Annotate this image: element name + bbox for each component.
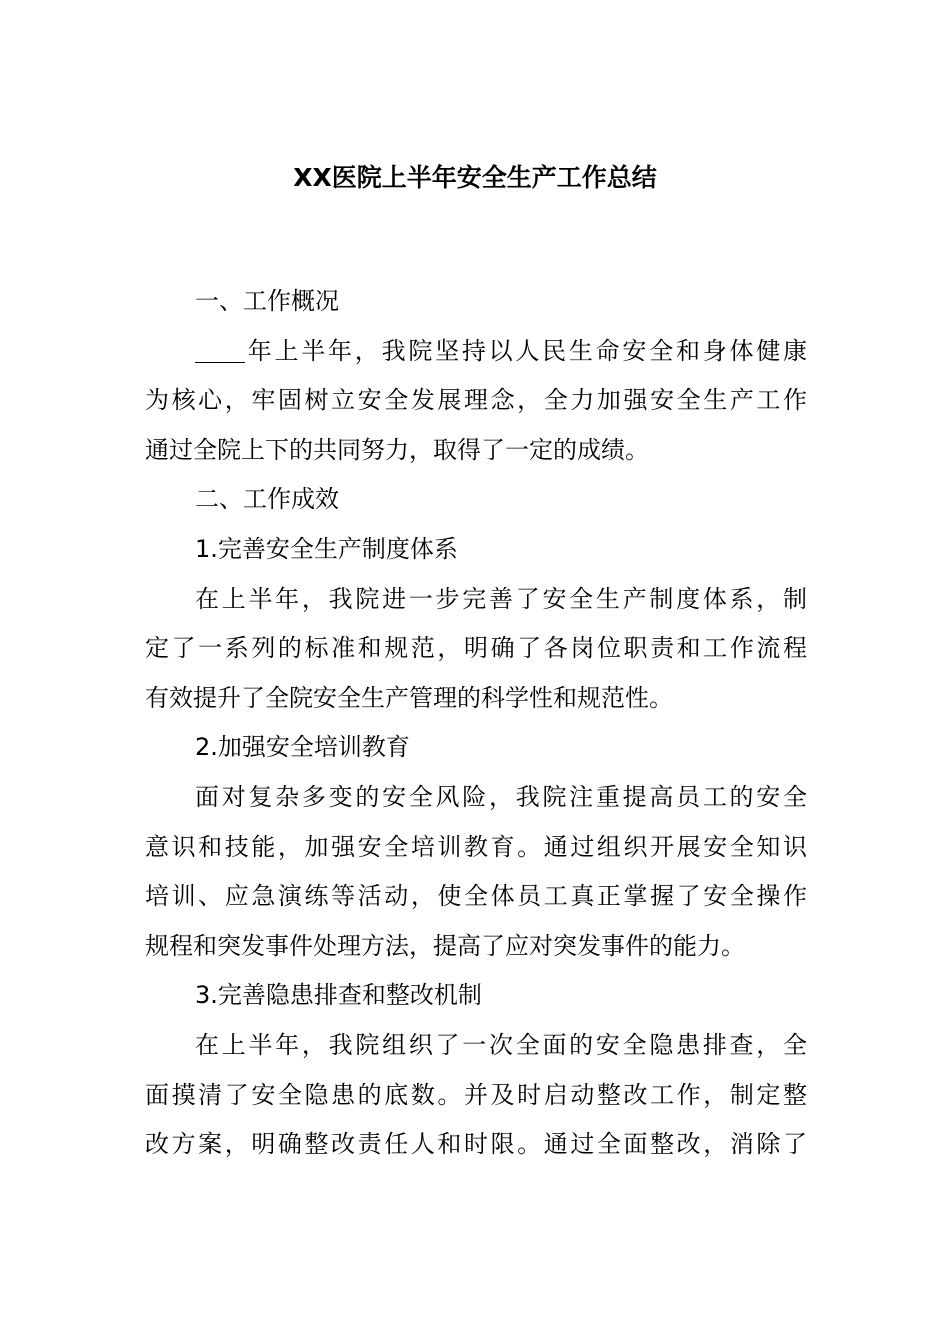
line-text: 在上半年，我院进一步完善了安全生产制度体系，制 [195,584,807,613]
line-text: 1.完善安全生产制度体系 [195,534,458,563]
paragraph-line [145,922,807,972]
line-text: 年上半年，我院坚持以人民生命安全和身体健康 [245,336,807,365]
paragraph-line [145,575,807,625]
paragraph-line [145,327,807,377]
line-text: 改方案，明确整改责任人和时限。通过全面整改，消除了 [145,1130,807,1159]
paragraph-line [145,1120,807,1170]
line-text: 2.加强安全培训教育 [195,733,410,762]
section-heading [145,723,807,773]
line-text: 为核心，牢固树立安全发展理念，全力加强安全生产工作 [145,386,807,415]
paragraph-line [145,624,807,674]
line-text: 在上半年，我院组织了一次全面的安全隐患排查，全 [195,1030,807,1059]
line-text: 定了一系列的标准和规范，明确了各岗位职责和工作流程 [145,634,807,663]
section-heading [145,525,807,575]
line-text: 规程和突发事件处理方法，提高了应对突发事件的能力。 [145,931,745,960]
document-body [145,277,807,1170]
line-text: 意识和技能，加强安全培训教育。通过组织开展安全知识 [145,832,807,861]
paragraph-line [145,1071,807,1121]
paragraph-line [145,823,807,873]
section-heading [145,475,807,525]
line-text: 面摸清了安全隐患的底数。并及时启动整改工作，制定整 [145,1080,807,1109]
fill-in-blank [195,334,245,363]
line-text: 培训、应急演练等活动，使全体员工真正掌握了安全操作 [145,882,807,911]
paragraph-line [145,1021,807,1071]
line-text: 二、工作成效 [195,485,339,514]
line-text: 一、工作概况 [195,287,339,315]
line-text: 通过全院上下的共同努力，取得了一定的成绩。 [145,435,649,464]
line-text: 有效提升了全院安全生产管理的科学性和规范性。 [145,683,673,712]
section-heading [145,277,807,327]
line-text: 3.完善隐患排查和整改机制 [195,981,482,1010]
paragraph-line [145,773,807,823]
paragraph-line [145,376,807,426]
paragraph-line [145,872,807,922]
section-heading [145,971,807,1021]
paragraph-line [145,674,807,724]
document-title: XX医院上半年安全生产工作总结 [293,163,657,192]
paragraph-line [145,426,807,476]
line-text: 面对复杂多变的安全风险，我院注重提高员工的安全 [195,782,807,811]
